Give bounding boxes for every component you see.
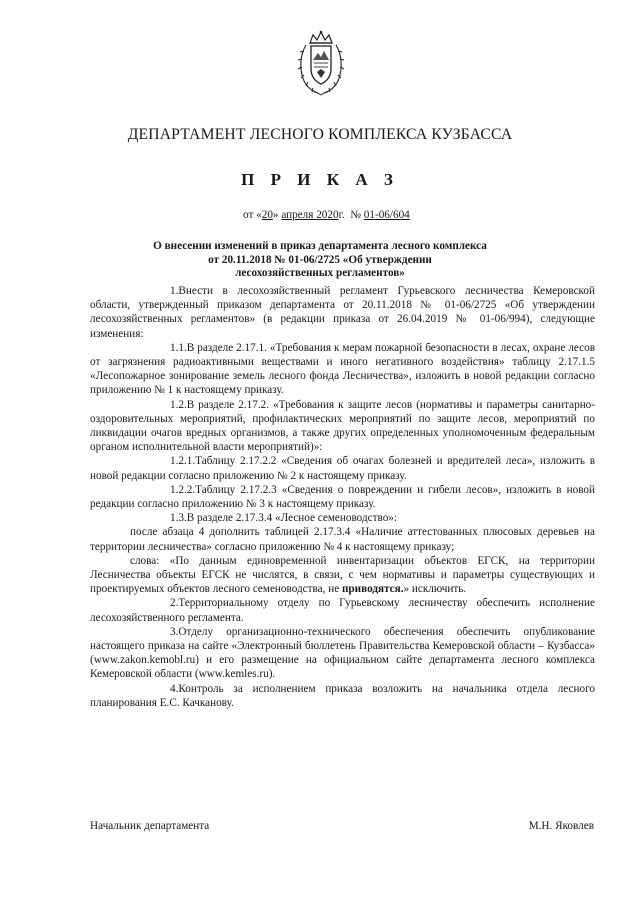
paragraph-number: 1.1. (170, 341, 187, 354)
order-body (90, 284, 595, 710)
paragraph-text: слова: «По данным единовременной инвентаризации объектов ЕГСК, на территории Лесничества объекты ЕГСК не числятся, в связи, с чем нормативы и параметры существующих и проектируемых объектов лесного семеноводства, не (90, 554, 595, 596)
paragraph-4 (90, 682, 595, 710)
paragraph-text: Внести в лесохозяйственный регламент Гурьевского лесничества Кемеровской области, утвержденный приказом департамента от 20.11.2018 № 01-06/2725 «Об утверждении лесохозяйственных регламентов» (в редакции приказа от 26.04.2019 № 01-06/994), следующие изменения: (90, 285, 595, 340)
paragraph-1-3-a: после абзаца 4 дополнить таблицей 2.17.3.4 «Наличие аттестованных плюсовых деревьев на территории лесничества» согласно приложению № 4 к настоящему приказу; (90, 526, 595, 553)
paragraph-text: Таблицу 2.17.2.3 «Сведения о повреждении и гибели лесов», изложить в новой редакции согласно приложению № 3 к настоящему приказу. (90, 483, 595, 511)
kuzbass-coat-of-arms-icon (296, 29, 346, 97)
paragraph-number: 1.2. (170, 398, 187, 411)
paragraph-1-2-1 (90, 454, 595, 482)
paragraph-1-3 (90, 511, 595, 525)
order-date-number (243, 209, 410, 221)
paragraph-1-2-2 (90, 483, 595, 511)
date-day: 20 (261, 209, 273, 221)
paragraph-text: Контроль за исполнением приказа возложить на начальника отдела лесного планирования Е.С. Качканову. (90, 682, 595, 709)
department-name: ДЕПАРТАМЕНТ ЛЕСНОГО КОМПЛЕКСА КУЗБАССА (127, 126, 513, 143)
paragraph-3 (90, 625, 595, 682)
paragraph-number: 4. (170, 682, 179, 695)
paragraph-text: Отделу организационно-технического обеспечения обеспечить опубликование настоящего приказа на сайте «Электронный бюллетень Правительства Кемеровской области – Кузбасса» (www.zakon.kemobl.ru) и его размещение на официальном сайте департамента лесного комплекса Кемеровской области (www.kemles.ru). (90, 625, 595, 681)
date-year-suffix: г. (338, 209, 345, 221)
paragraph-text: Таблицу 2.17.2.2 «Сведения об очагах болезней и вредителей леса», изложить в новой редакции согласно приложению № 2 к настоящему приказу. (90, 455, 595, 482)
subject-line: от 20.11.2018 № 01-06/2725 «Об утверждении (208, 253, 432, 266)
paragraph-number: 2. (170, 597, 179, 610)
date-prefix: от « (243, 209, 262, 221)
order-number: 01-06/604 (363, 209, 410, 221)
paragraph-bold-text: приводятся. (341, 583, 404, 596)
paragraph-number: 1.2.1. (170, 455, 196, 468)
paragraph-1 (90, 284, 595, 341)
paragraph-2 (90, 596, 595, 624)
paragraph-1-1 (90, 341, 595, 398)
paragraph-1-3-b (90, 554, 595, 597)
paragraph-text: Территориальному отделу по Гурьевскому лесничеству обеспечить исполнение лесохозяйственного регламента. (90, 597, 595, 624)
number-prefix: № (350, 209, 364, 221)
document-title: П Р И К А З (241, 170, 399, 189)
signatory-name: М.Н. Яковлев (528, 820, 594, 832)
paragraph-number: 1. (170, 285, 179, 297)
paragraph-number: 1.2.2. (170, 483, 196, 496)
date-month-year: апреля 2020 (281, 209, 339, 221)
paragraph-text-tail: » исключить. (403, 583, 467, 596)
paragraph-text: В разделе 2.17.1. «Требования к мерам пожарной безопасности в лесах, охране лесов от загрязнения радиоактивными веществами и иного негативного воздействия» таблицу 2.17.1.5 «Лесопожарное зонирование земель лесного фонда Лесничества», изложить в новой редакции согласно приложению № 1 к настоящему приказу. (90, 341, 595, 397)
paragraph-number: 3. (170, 625, 179, 638)
paragraph-1-2 (90, 398, 595, 455)
date-mid: » (272, 209, 282, 221)
paragraph-text: В разделе 2.17.3.4 «Лесное семеноводство»: (186, 512, 397, 525)
paragraph-number: 1.3. (170, 512, 187, 525)
paragraph-text: В разделе 2.17.2. «Требования к защите лесов (нормативы и параметры санитарно-оздоровительных мероприятий, профилактических мероприятий по защите лесов, мероприятий по ликвидации очагов вредных организмов, а также других определенных уполномоченным федеральным органом исполнительной власти мероприятий)»: (90, 398, 595, 454)
order-subject (80, 240, 560, 281)
signatory-position: Начальник департамента (90, 820, 210, 832)
subject-line: О внесении изменений в приказ департамента лесного комплекса (153, 240, 487, 252)
subject-line: лесохозяйственных регламентов» (235, 267, 405, 280)
